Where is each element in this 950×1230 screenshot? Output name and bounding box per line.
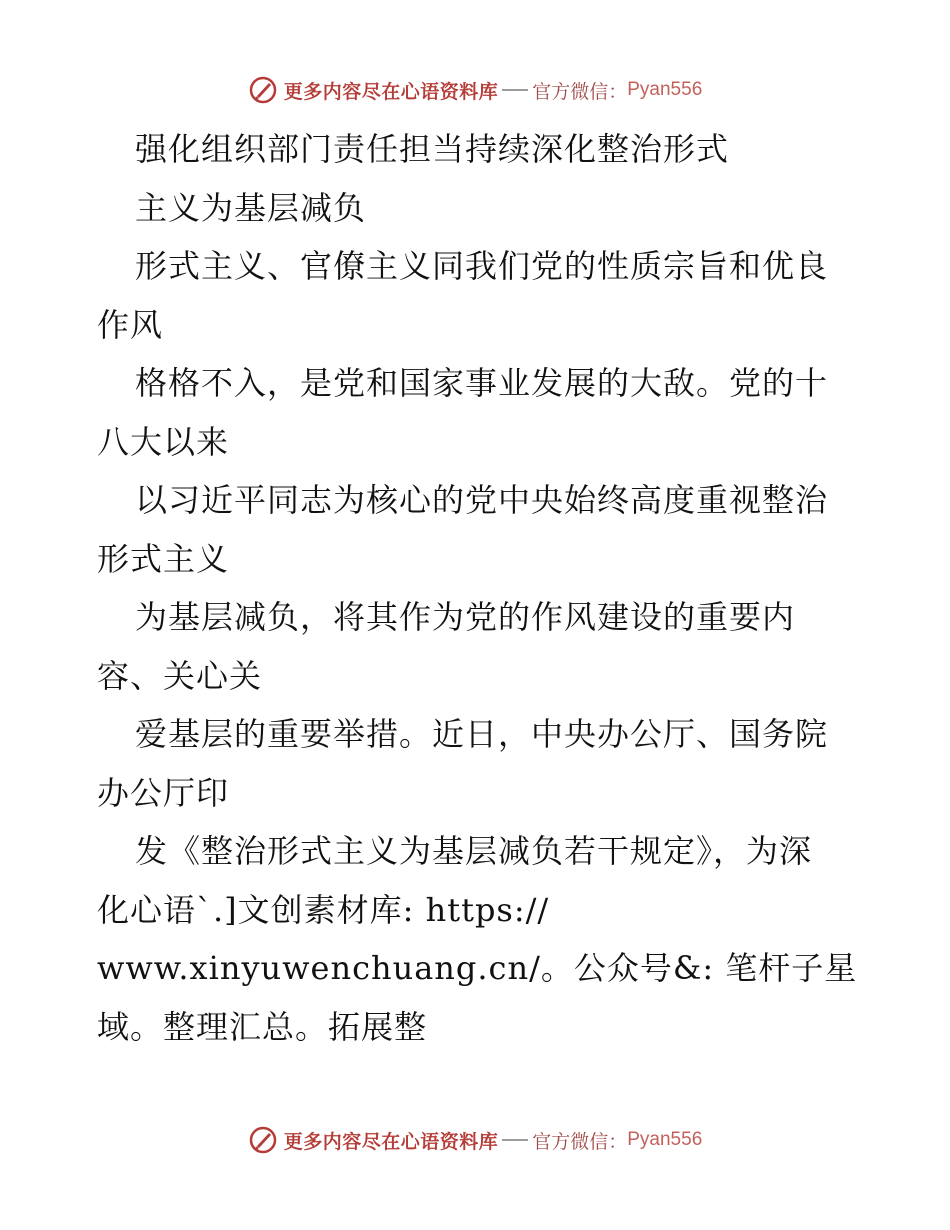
banner-wechat-label: 官方微信： <box>532 80 628 103</box>
text-line: 办公厅印 <box>97 773 230 812</box>
text-line: 以习近平同志为核心的党中央始终高度重视整治 <box>135 481 829 519</box>
text-line: 域。整理汇总。拓展整 <box>97 1007 428 1046</box>
text-line: 形式主义 <box>97 539 230 578</box>
text-line: www.xinyuwenchuang.cn/。公众号&: 笔杆子星 <box>97 949 858 987</box>
banner-wechat-id: Pyan556 <box>627 1129 703 1150</box>
footer-watermark-banner <box>0 1120 950 1160</box>
text-line: 主义为基层减负 <box>135 188 367 227</box>
banner-dash-divider <box>502 89 528 91</box>
header-watermark-banner <box>0 70 950 110</box>
banner-main-text: 更多内容尽在心语资料库 <box>283 80 499 103</box>
text-line: 发《整治形式主义为基层减负若干规定》，为深 <box>135 832 813 870</box>
text-line: 容、关心关 <box>97 656 263 695</box>
text-line: 格格不入，是党和国家事业发展的大敌。党的十 <box>135 364 829 402</box>
document-body <box>97 120 857 1056</box>
quill-logo-icon <box>248 1125 278 1155</box>
text-line: 化心语`.]文创素材库: https:// <box>97 890 550 929</box>
text-line: 形式主义、官僚主义同我们党的性质宗旨和优良 <box>135 247 829 285</box>
banner-dash-divider <box>502 1139 528 1141</box>
banner-main-text: 更多内容尽在心语资料库 <box>283 1130 499 1153</box>
text-line: 作风 <box>97 305 164 344</box>
banner-wechat-id: Pyan556 <box>627 79 703 100</box>
text-line: 强化组织部门责任担当持续深化整治形式 <box>135 130 730 168</box>
text-line: 为基层减负，将其作为党的作风建设的重要内 <box>135 598 796 636</box>
banner-wechat-label: 官方微信： <box>532 1130 628 1153</box>
text-line: 八大以来 <box>97 422 230 461</box>
text-line: 爱基层的重要举措。近日，中央办公厅、国务院 <box>135 715 829 753</box>
quill-logo-icon <box>248 75 278 105</box>
